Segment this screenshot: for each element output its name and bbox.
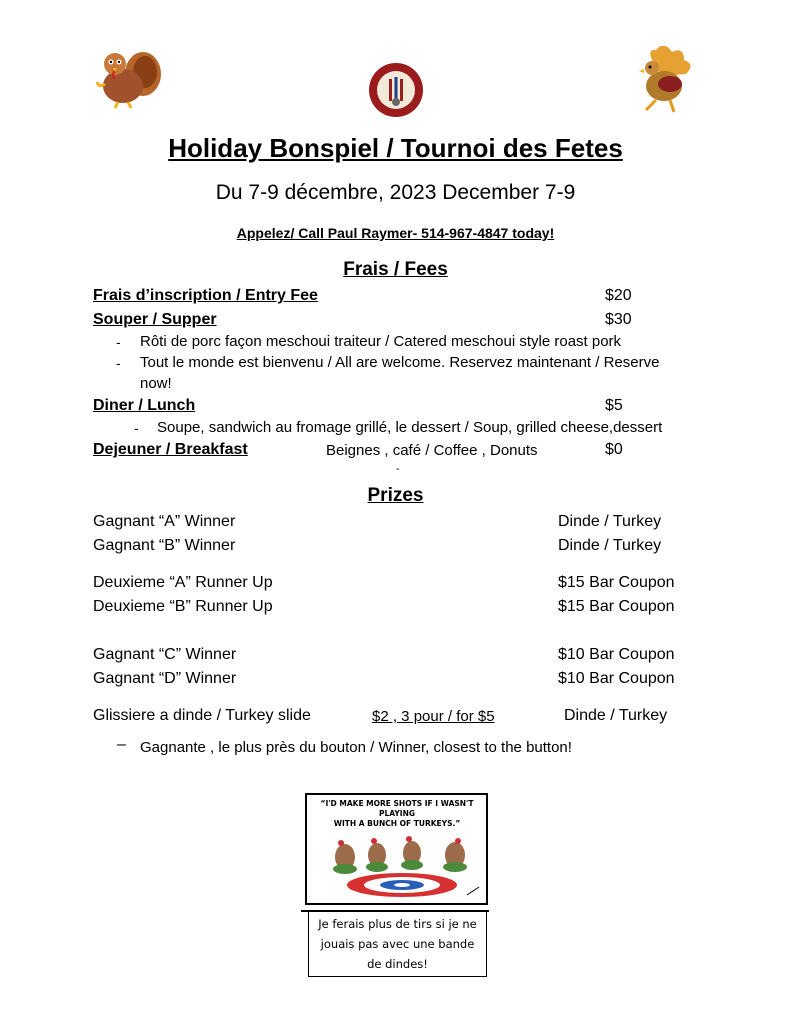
bullet-dash: - — [116, 355, 121, 371]
prize-name: Gagnant “D” Winner — [93, 670, 237, 687]
prize-value: $15 Bar Coupon — [558, 598, 675, 615]
entry-fee-price: $20 — [605, 287, 632, 304]
prize-value: $15 Bar Coupon — [558, 574, 675, 591]
prize-name: Gagnant “C” Winner — [93, 646, 237, 663]
bullet-dash: - — [134, 420, 139, 436]
turkey-slide-cost: $2 , 3 pour / for $5 — [372, 708, 495, 725]
lunch-note: Soupe, sandwich au fromage grillé, le dessert / Soup, grilled cheese,dessert — [157, 419, 663, 436]
turkey-slide-note: Gagnante , le plus près du bouton / Winner, closest to the button! — [140, 739, 572, 756]
turkey-right-image — [626, 46, 698, 118]
supper-note: Tout le monde est bienvenu / All are welcome. Reservez maintenant / Reserve — [140, 354, 660, 371]
bullet-dash: - — [116, 334, 121, 350]
curling-club-logo — [367, 61, 425, 119]
cartoon-quote-line: WITH A BUNCH OF TURKEYS.” — [333, 819, 461, 828]
prize-name: Deuxieme “B” Runner Up — [93, 598, 273, 615]
supper-note: now! — [140, 375, 172, 392]
entry-fee-label: Frais d’inscription / Entry Fee — [93, 287, 318, 304]
bullet-dash: – — [117, 736, 126, 753]
cartoon-drawing — [307, 795, 486, 903]
contact-line: Appelez/ Call Paul Raymer- 514-967-4847 today! — [236, 225, 555, 241]
prizes-heading: Prizes — [367, 485, 424, 506]
prize-name: Deuxieme “A” Runner Up — [93, 574, 273, 591]
prize-value: Dinde / Turkey — [558, 537, 662, 554]
bullet-dash: - — [396, 463, 400, 475]
breakfast-price: $0 — [605, 441, 623, 458]
supper-note: Rôti de porc façon meschoui traiteur / Catered meschoui style roast pork — [140, 333, 622, 350]
prize-name: Gagnant “A” Winner — [93, 513, 236, 530]
page-title: Holiday Bonspiel / Tournoi des Fetes — [168, 133, 623, 163]
breakfast-label: Dejeuner / Breakfast — [93, 441, 248, 458]
prize-value: $10 Bar Coupon — [558, 670, 675, 687]
supper-label: Souper / Supper — [93, 311, 217, 328]
turkey-slide-name: Glissiere a dinde / Turkey slide — [93, 707, 311, 724]
breakfast-desc: Beignes , café / Coffee , Donuts — [326, 442, 538, 459]
caption-line: de dindes! — [367, 957, 428, 971]
turkey-slide-prize: Dinde / Turkey — [564, 707, 668, 724]
supper-price: $30 — [605, 311, 632, 328]
prize-name: Gagnant “B” Winner — [93, 537, 236, 554]
turkey-left-image — [93, 44, 163, 110]
prize-value: $10 Bar Coupon — [558, 646, 675, 663]
lunch-label: Diner / Lunch — [93, 397, 196, 414]
lunch-price: $5 — [605, 397, 623, 414]
prize-value: Dinde / Turkey — [558, 513, 662, 530]
caption-line: jouais pas avec une bande — [320, 937, 475, 951]
fees-heading: Frais / Fees — [343, 259, 448, 280]
event-dates: Du 7-9 décembre, 2023 December 7-9 — [215, 181, 576, 204]
caption-line: Je ferais plus de tirs si je ne — [318, 917, 477, 931]
cartoon-caption — [308, 911, 487, 977]
cartoon-quote-line: “I'D MAKE MORE SHOTS IF I WASN'T PLAYING — [320, 799, 474, 818]
curling-turkeys-cartoon — [305, 793, 488, 905]
